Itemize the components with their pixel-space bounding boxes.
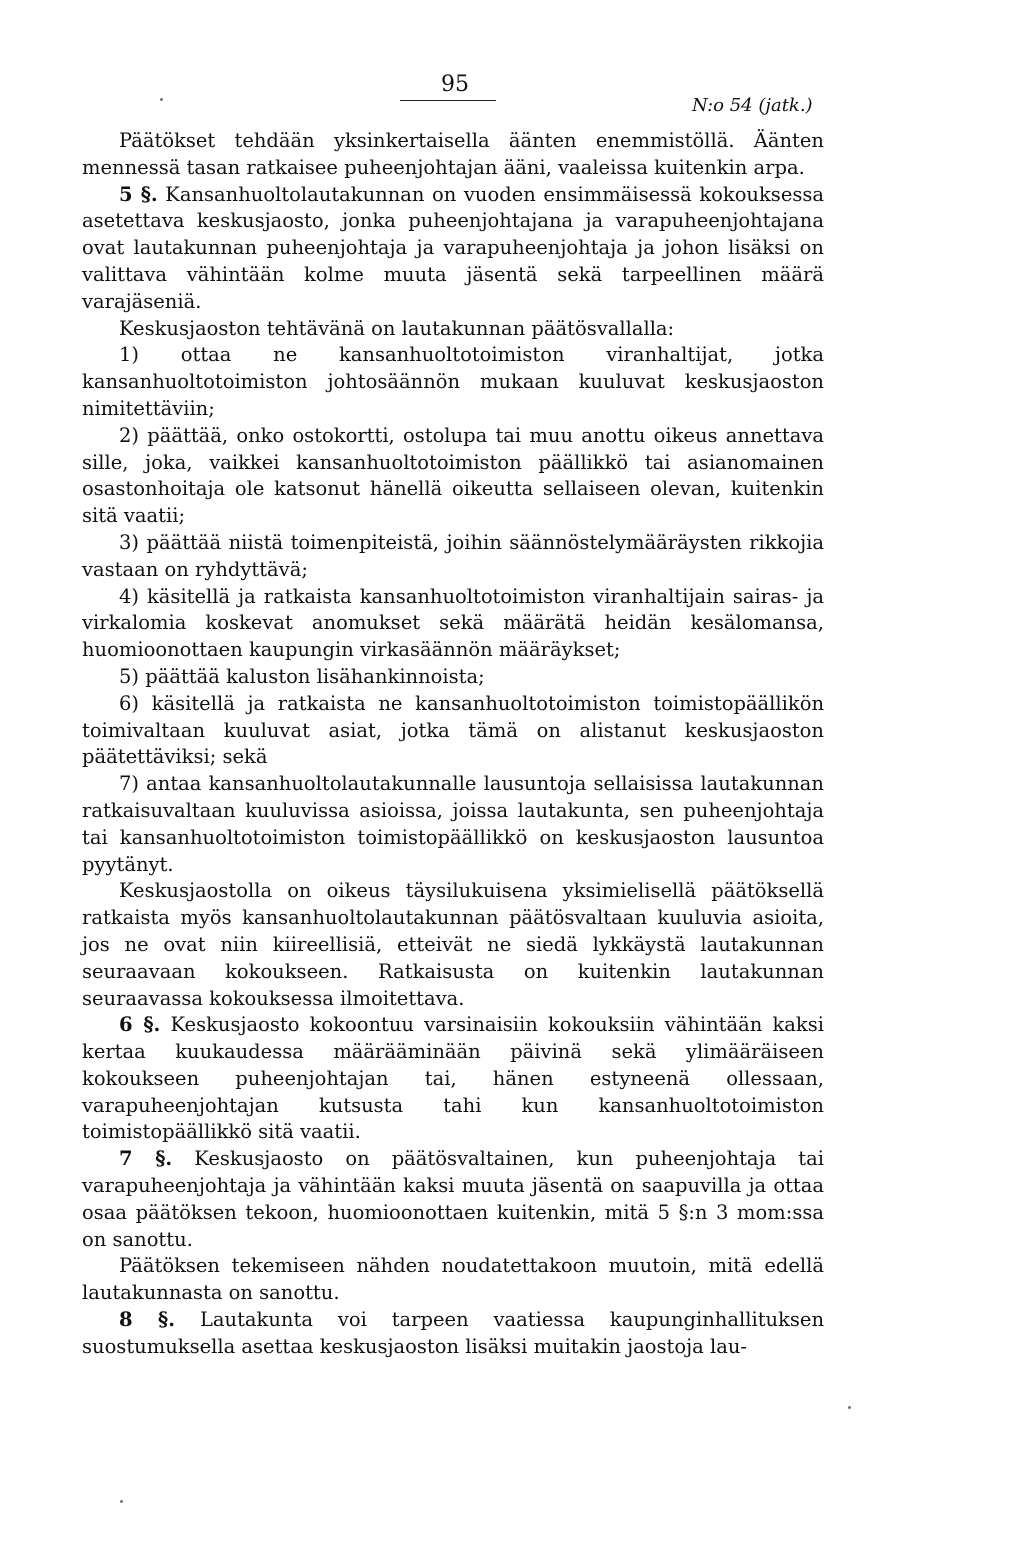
paragraph-urgent-matters bbox=[82, 878, 824, 1012]
paragraph-text: Keskusjaoston tehtävänä on lautakunnan päätösvallalla: bbox=[119, 316, 675, 340]
list-item-3 bbox=[82, 530, 824, 584]
scan-speck bbox=[848, 1406, 851, 1409]
paragraph-text: Lautakunta voi tarpeen vaatiessa kaupunginhallituksen suostumuksella asettaa keskusjaoston lisäksi muitakin jaostoja lau- bbox=[82, 1308, 825, 1358]
section-5 bbox=[82, 182, 824, 316]
list-item-5 bbox=[82, 664, 824, 691]
section-number: 8 §. bbox=[119, 1308, 176, 1332]
paragraph-text: Päätökset tehdään yksinkertaisella äänten enemmistöllä. Äänten mennessä tasan ratkaisee puheenjohtajan ääni, vaaleissa kuitenkin arpa. bbox=[82, 129, 824, 179]
list-item-4 bbox=[82, 584, 824, 664]
paragraph-decision-making bbox=[82, 1253, 824, 1307]
paragraph-text: 3) päättää niistä toimenpiteistä, joihin säännöstelymääräysten rikkojia vastaan on ryhdyttävä; bbox=[82, 530, 824, 581]
section-number: 5 §. bbox=[119, 182, 158, 206]
list-item-2 bbox=[82, 423, 824, 530]
scan-speck bbox=[120, 1500, 123, 1503]
paragraph-text: Keskusjaostolla on oikeus täysilukuisena yksimielisellä päätöksellä ratkaista myös kansanhuoltolautakunnan päätösvaltaan kuuluvia asioita, jos ne ovat niin kiireellisiä, etteivät ne siedä lykkäystä lautakunnan seuraavaan kokoukseen. Ratkaisusta on kuitenkin lautakunnan seuraavassa kokouksessa ilmoitettava. bbox=[82, 879, 824, 1010]
page-number: 95 bbox=[441, 72, 469, 97]
section-8 bbox=[82, 1307, 824, 1361]
section-6 bbox=[82, 1012, 824, 1146]
document-reference: N:o 54 (jatk.) bbox=[692, 95, 813, 116]
paragraph-text: 6) käsitellä ja ratkaista ne kansanhuoltotoimiston toimistopäällikön toimivaltaan kuuluvat asiat, jotka tämä on alistanut keskusjaoston päätettäviksi; sekä bbox=[82, 691, 824, 769]
list-item-1 bbox=[82, 342, 824, 422]
paragraph-text: 2) päättää, onko ostokortti, ostolupa tai muu anottu oikeus annettava sille, joka, vaikkei kansanhuoltotoimiston päällikkö tai asianomainen osastonhoitaja ole katsonut hänellä oikeutta sellaiseen olevan, kuitenkin sitä vaatii; bbox=[82, 423, 824, 528]
page-number-rule bbox=[400, 100, 496, 101]
list-item-6 bbox=[82, 691, 824, 771]
section-7 bbox=[82, 1146, 824, 1253]
paragraph-text: Kansanhuoltolautakunnan on vuoden ensimmäisessä kokouksessa asetettava keskusjaosto, jonka puheenjohtajana ja varapuheenjohtajana ovat lautakunnan puheenjohtaja ja varapuheenjohtaja ja johon lisäksi on valittava vähintään kolme muuta jäsentä sekä tarpeellinen määrä varajäseniä. bbox=[82, 182, 824, 313]
paragraph-text: 7) antaa kansanhuoltolautakunnalle lausuntoja sellaisissa lautakunnan ratkaisuvaltaan kuuluvissa asioissa, joissa lautakunta, sen puheenjohtaja tai kansanhuoltotoimiston toimistopäällikkö on keskusjaoston lausuntoa pyytänyt. bbox=[82, 772, 824, 876]
body-text bbox=[82, 128, 824, 1361]
paragraph-text: Päätöksen tekemiseen nähden noudatettakoon muutoin, mitä edellä lautakunnasta on sanottu. bbox=[82, 1254, 824, 1305]
paragraph-duties-intro bbox=[82, 316, 824, 343]
paragraph-decision-rule bbox=[82, 128, 824, 182]
paragraph-text: 4) käsitellä ja ratkaista kansanhuoltotoimiston viranhaltijain sairas- ja virkalomia koskevat anomukset sekä määrätä heidän kesälomansa, huomioonottaen kaupungin virkasäännön määräykset; bbox=[82, 584, 824, 662]
section-number: 7 §. bbox=[119, 1147, 173, 1171]
paragraph-text: 1) ottaa ne kansanhuoltotoimiston viranhaltijat, jotka kansanhuoltotoimiston johtosäännön mukaan kuuluvat keskusjaoston nimitettäviin; bbox=[82, 343, 824, 420]
paragraph-text: Keskusjaosto on päätösvaltainen, kun puheenjohtaja tai varapuheenjohtaja ja vähintään kaksi muuta jäsentä on saapuvilla ja ottaa osaa päätöksen tekoon, huomioonottaen kuitenkin, mitä 5 §:n 3 mom:ssa on sanottu. bbox=[82, 1147, 824, 1251]
list-item-7 bbox=[82, 771, 824, 878]
scan-speck bbox=[160, 98, 163, 101]
paragraph-text: 5) päättää kaluston lisähankinnoista; bbox=[119, 664, 485, 688]
paragraph-text: Keskusjaosto kokoontuu varsinaisiin kokouksiin vähintään kaksi kertaa kuukaudessa määrääminään päivinä sekä ylimääräiseen kokoukseen puheenjohtajan tai, hänen estyneenä ollessaan, varapuheenjohtajan kutsusta tahi kun kansanhuoltotoimiston toimistopäällikkö sitä vaatii. bbox=[82, 1013, 824, 1144]
section-number: 6 §. bbox=[119, 1013, 161, 1037]
